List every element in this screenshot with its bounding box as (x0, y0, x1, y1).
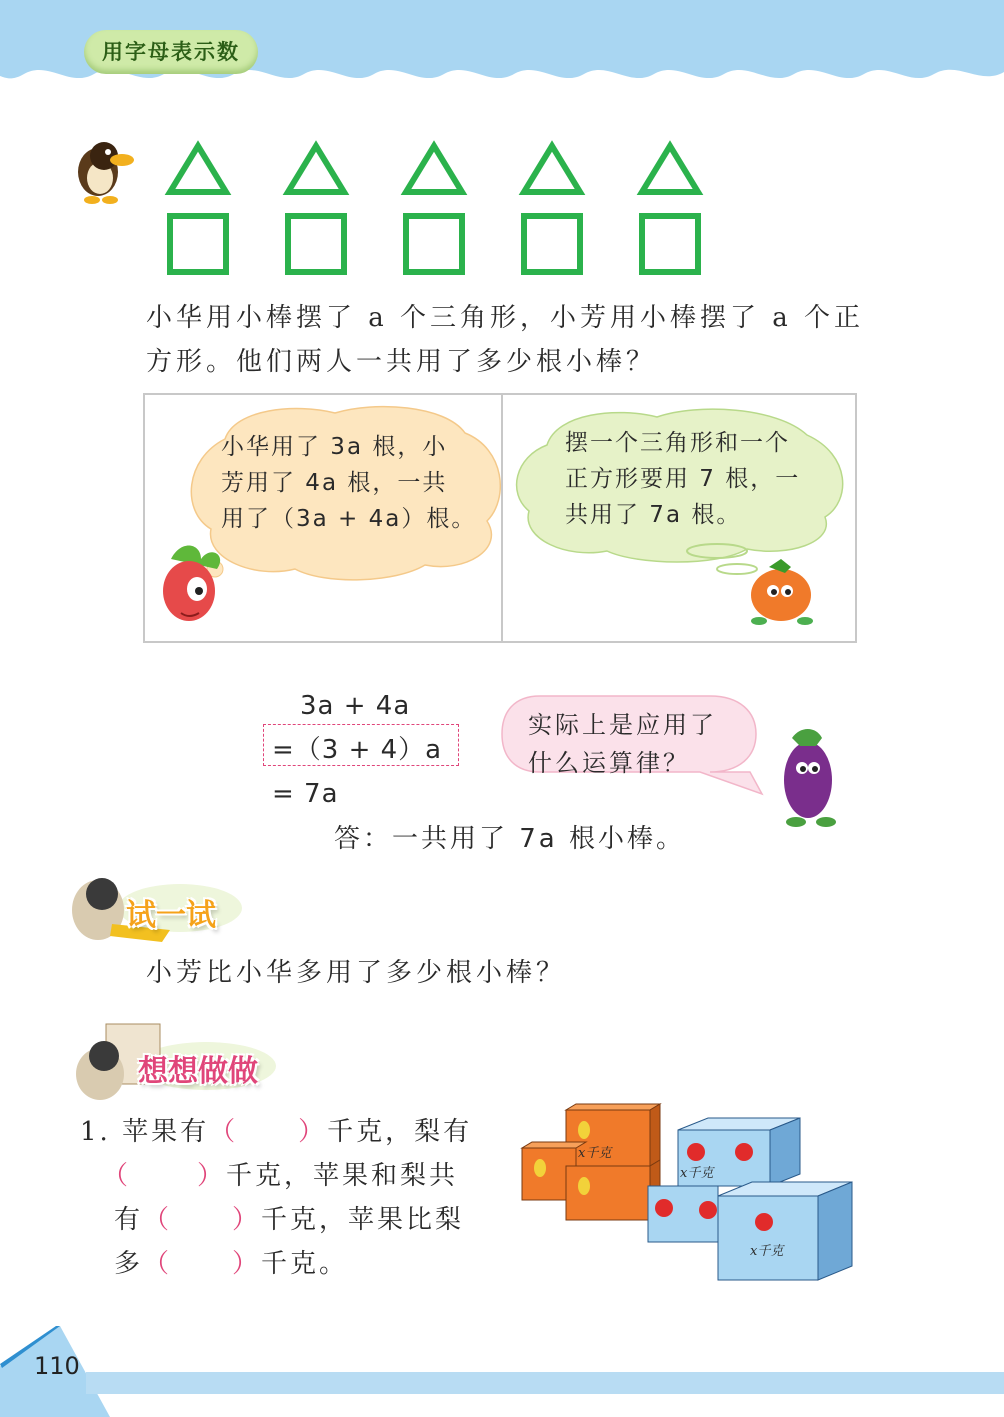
stick-square (170, 216, 226, 272)
exercise-line-2: （ ）千克，苹果和梨共 (102, 1161, 459, 1191)
exercise-line-3: 有（ ）千克，苹果比梨 (114, 1205, 465, 1235)
calculation-block (272, 684, 442, 816)
stick-triangle (170, 146, 226, 192)
chapter-title: 用字母表示数 (84, 30, 258, 74)
apple-crate (718, 1182, 852, 1280)
stick-triangle (524, 146, 580, 192)
footer-band (0, 1326, 1004, 1417)
question-line-1: 小华用小棒摆了 a 个三角形，小芳用小棒摆了 a 个正 (146, 303, 865, 333)
try-question: 小芳比小华多用了多少根小棒？ (146, 958, 567, 988)
main-question (146, 296, 876, 384)
blank-apple[interactable]: （ ） (209, 1117, 328, 1147)
stick-shapes (160, 140, 720, 280)
fruit-crates-illustration (518, 1100, 862, 1290)
left-bubble-text: 小华用了 3a 根，小 芳用了 4a 根，一共 用了（3a + 4a）根。 (221, 434, 477, 532)
stick-square (406, 216, 462, 272)
calc-step-2: =（3 + 4）a (272, 735, 443, 765)
stick-square (642, 216, 698, 272)
calc-step-1: 3a + 4a (300, 691, 411, 721)
question-line-2: 方形。他们两人一共用了多少根小棒？ (146, 347, 657, 377)
stick-triangle (406, 146, 462, 192)
thinking-table (143, 393, 857, 643)
radish-mascot-icon (151, 539, 231, 629)
crate-label: x千克 (578, 1146, 612, 1161)
stick-triangle (642, 146, 698, 192)
exercise-line-4: 多（ ）千克。 (114, 1249, 349, 1279)
calc-step-3: = 7a (272, 779, 339, 809)
right-bubble-text: 摆一个三角形和一个 正方形要用 7 根，一 共用了 7a 根。 (565, 430, 801, 528)
blank-difference[interactable]: （ ） (143, 1249, 262, 1279)
think-section-title: 想想做做 (138, 1054, 258, 1089)
eggplant-mascot-icon (756, 716, 860, 832)
crate-label: x千克 (680, 1166, 714, 1181)
orange-mascot-icon (729, 555, 829, 635)
try-section-title: 试一试 (126, 898, 216, 933)
answer-text: 答：一共用了 7a 根小棒。 (334, 824, 686, 854)
blank-total[interactable]: （ ） (143, 1205, 262, 1235)
stick-triangle (288, 146, 344, 192)
exercise-1 (80, 1110, 472, 1286)
duck-mascot-icon (62, 130, 140, 206)
stick-square (288, 216, 344, 272)
crate-label: x千克 (750, 1244, 784, 1259)
exercise-line-1: 1. 苹果有（ ）千克，梨有 (80, 1117, 473, 1147)
blank-pear[interactable]: （ ） (102, 1161, 227, 1191)
page-number: 110 (34, 1352, 80, 1380)
stick-square (524, 216, 580, 272)
hint-text: 实际上是应用了 什么运算律？ (528, 711, 717, 777)
